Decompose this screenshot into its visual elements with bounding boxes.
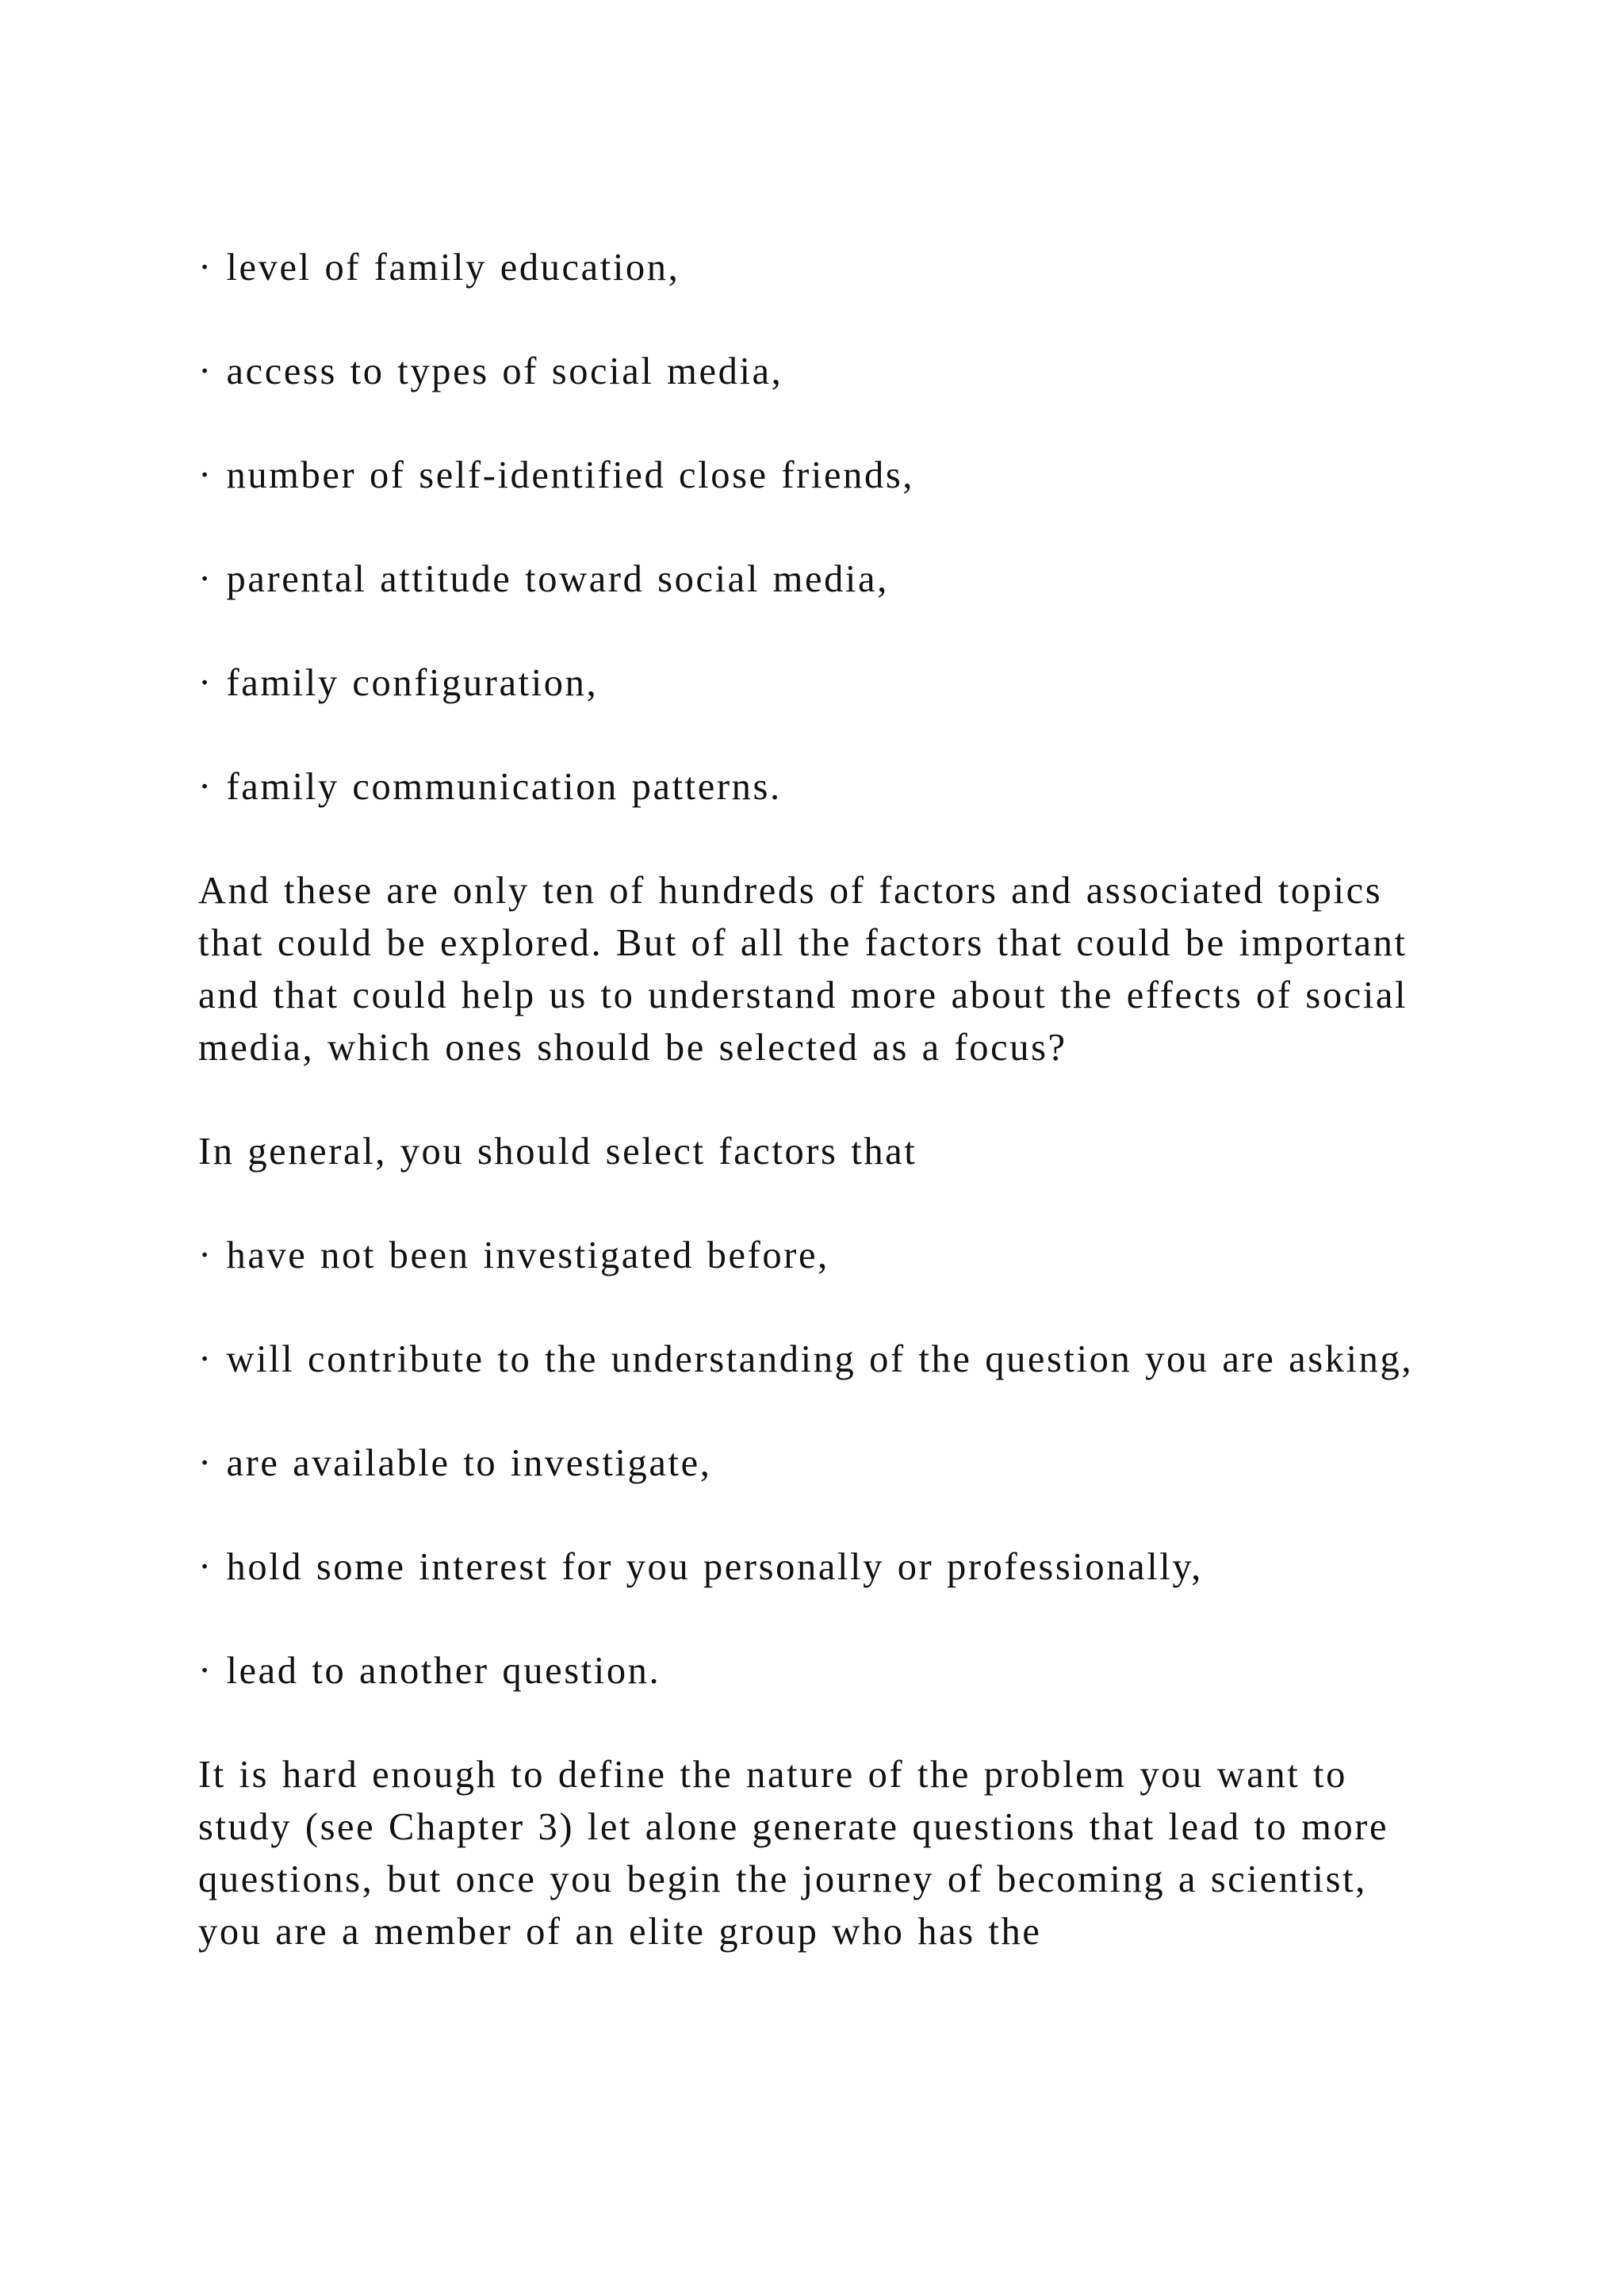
document-body (198, 242, 1435, 2010)
bullet-item: · have not been investigated before, (198, 1234, 829, 1276)
bullet-item: · access to types of social media, (198, 350, 783, 392)
bullet-item: · number of self-identified close friends, (198, 454, 915, 496)
body-paragraph: It is hard enough to define the nature of the problem you want to study (see Chapter 3) let alone generate questions that lead to more questions, but once you begin the journey of becoming a scientist, you are a member of an elite group who has the (198, 1754, 1389, 1953)
bullet-item: · will contribute to the understanding of the question you are asking, (198, 1338, 1414, 1380)
bullet-item: · parental attitude toward social media, (198, 558, 889, 600)
body-paragraph: And these are only ten of hundreds of factors and associated topics that could be explored. But of all the factors that could be important and that could help us to understand more about the effects of social media, which ones should be selected as a focus? (198, 870, 1408, 1069)
body-paragraph: In general, you should select factors that (198, 1131, 917, 1173)
bullet-item: · level of family education, (198, 247, 680, 289)
bullet-item: · family configuration, (198, 662, 599, 704)
bullet-item: · lead to another question. (198, 1650, 661, 1692)
bullet-item: · hold some interest for you personally or professionally, (198, 1546, 1203, 1588)
bullet-item: · are available to investigate, (198, 1442, 712, 1484)
bullet-item: · family communication patterns. (198, 766, 782, 808)
